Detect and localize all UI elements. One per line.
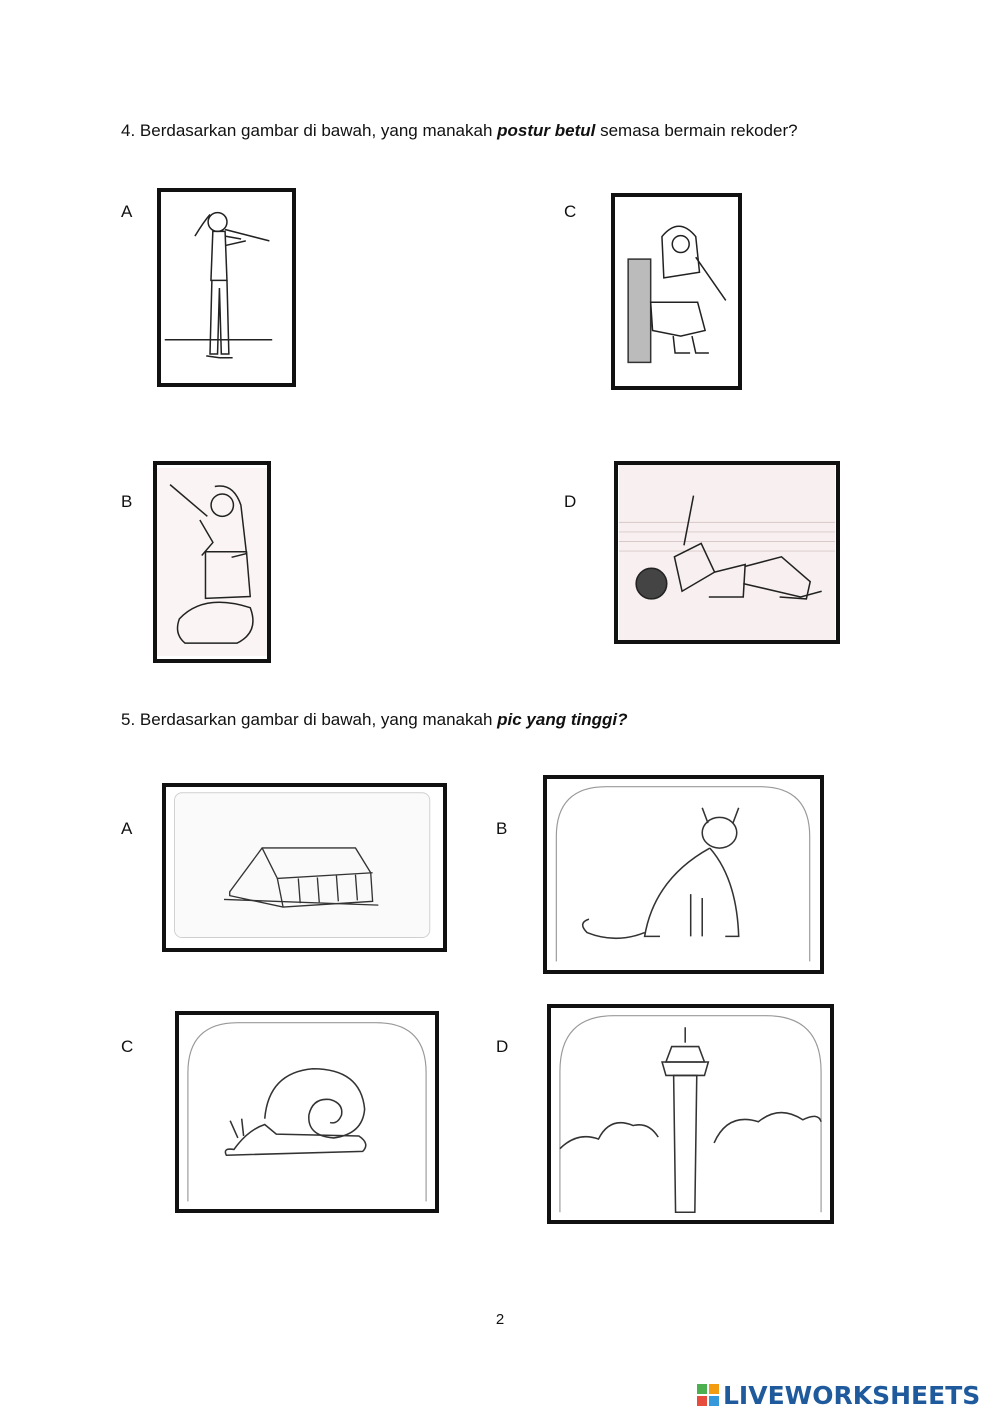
house-icon <box>166 787 443 948</box>
question-4-number: 4. <box>121 121 136 140</box>
q5-option-a-image[interactable] <box>162 783 447 952</box>
question-4 <box>121 121 798 141</box>
question-5-number: 5. <box>121 710 136 729</box>
liveworksheets-brand-text: LIVEWORKSHEETS <box>723 1380 981 1410</box>
liveworksheets-logo-icon <box>697 1384 719 1406</box>
q5-option-b-image[interactable] <box>543 775 824 974</box>
q5-option-c-image[interactable] <box>175 1011 439 1213</box>
girl-seated-recorder-icon <box>615 197 738 386</box>
q5-option-d-label[interactable]: D <box>496 1037 509 1056</box>
cat-icon <box>547 779 820 970</box>
q5-option-b-label[interactable]: B <box>496 819 508 838</box>
q5-option-a-label[interactable]: A <box>121 819 133 838</box>
question-5 <box>121 710 627 730</box>
girl-cross-legged-recorder-icon <box>157 465 267 659</box>
q4-option-c-label[interactable]: C <box>564 202 577 221</box>
liveworksheets-brand[interactable] <box>697 1380 980 1410</box>
question-4-text-after: semasa bermain rekoder? <box>595 121 798 140</box>
q5-option-d-image[interactable] <box>547 1004 834 1224</box>
girl-standing-recorder-icon <box>161 192 292 383</box>
q4-option-b-label[interactable]: B <box>121 492 133 511</box>
q4-option-c-image[interactable] <box>611 193 742 390</box>
q4-option-d-image[interactable] <box>614 461 840 644</box>
question-5-emphasis: pic yang tinggi? <box>497 710 628 729</box>
tower-icon <box>551 1008 830 1220</box>
boy-lying-recorder-icon <box>618 465 836 640</box>
q4-option-a-image[interactable] <box>157 188 296 387</box>
question-4-text-before: Berdasarkan gambar di bawah, yang manakah <box>139 121 498 140</box>
q5-option-c-label[interactable]: C <box>121 1037 134 1056</box>
snail-icon <box>179 1015 435 1209</box>
q4-option-d-label[interactable]: D <box>564 492 577 511</box>
question-4-emphasis: postur betul <box>497 121 596 140</box>
q4-option-a-label[interactable]: A <box>121 202 133 221</box>
question-5-text-before: Berdasarkan gambar di bawah, yang manakah <box>139 710 498 729</box>
q4-option-b-image[interactable] <box>153 461 271 663</box>
page-number: 2 <box>495 1311 505 1328</box>
